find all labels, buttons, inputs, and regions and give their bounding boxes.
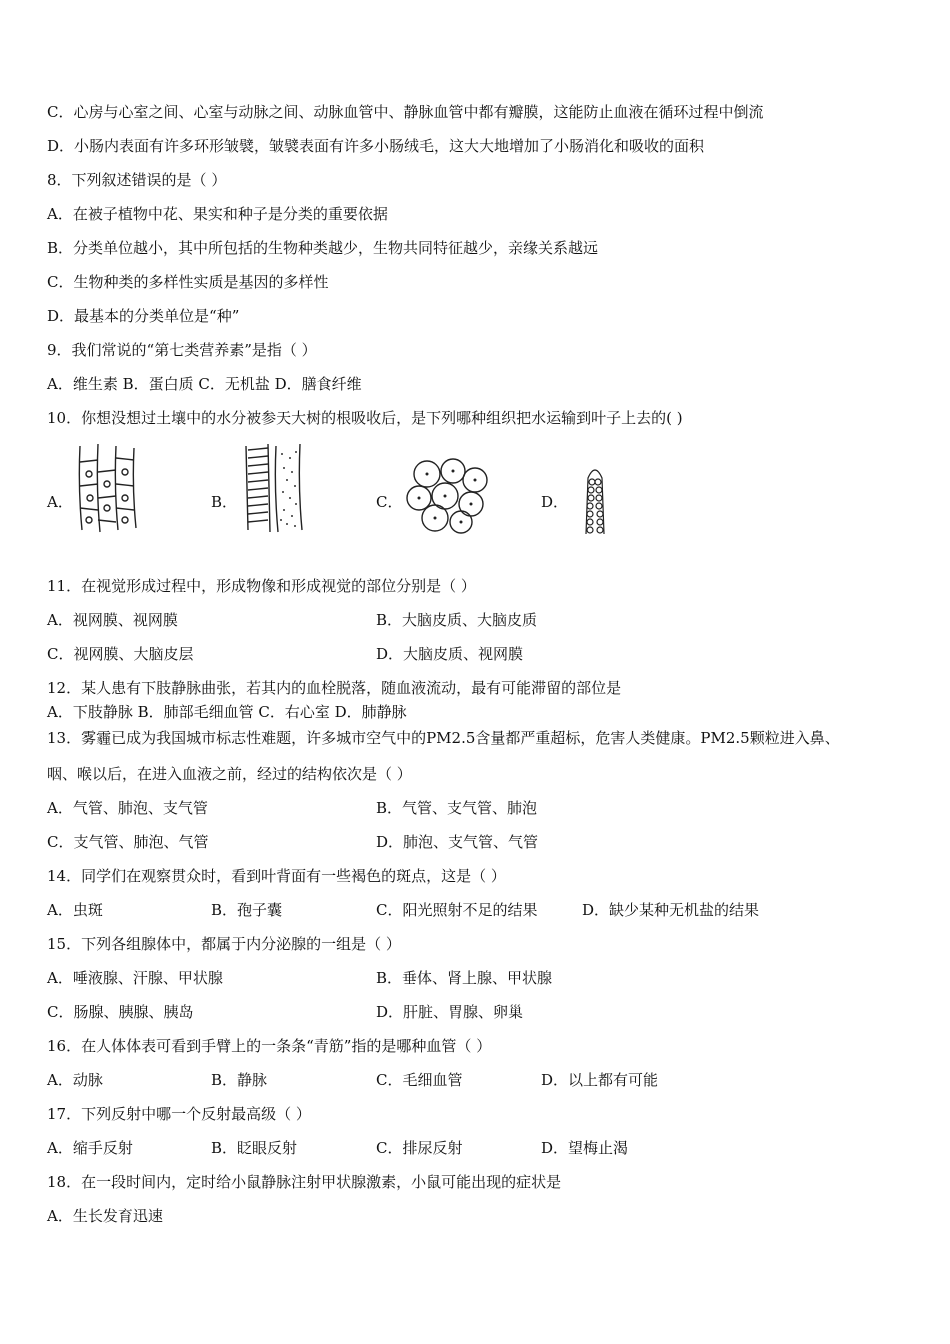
question-16-option-a: A．动脉 — [47, 1071, 103, 1089]
question-11-stem: 11．在视觉形成过程中，形成物像和形成视觉的部位分别是（ ） — [47, 577, 476, 595]
question-17-option-d: D．望梅止渴 — [541, 1139, 629, 1157]
round-cells-figure-c — [405, 458, 491, 534]
question-18-stem: 18．在一段时间内，定时给小鼠静脉注射甲状腺激素，小鼠可能出现的症状是 — [47, 1173, 562, 1191]
question-18-option-a: A．生长发育迅速 — [47, 1207, 163, 1225]
plant-cell-figure-a — [76, 442, 140, 534]
question-13-option-a: A．气管、肺泡、支气管 — [47, 799, 208, 817]
question-11-option-c: C．视网膜、大脑皮层 — [47, 645, 194, 663]
question-15-option-b: B．垂体、肾上腺、甲状腺 — [376, 969, 553, 987]
question-10-option-b-label: B． — [211, 493, 238, 511]
question-14-option-c: C．阳光照射不足的结果 — [376, 901, 538, 919]
question-17-option-c: C．排尿反射 — [376, 1139, 463, 1157]
question-8-option-d: D．最基本的分类单位是“种” — [47, 307, 240, 325]
question-7-option-d: D．小肠内表面有许多环形皱襞，皱襞表面有许多小肠绒毛，这大大地增加了小肠消化和吸收的面积 — [47, 137, 705, 155]
question-13-option-b: B．气管、支气管、肺泡 — [376, 799, 538, 817]
tip-cells-figure-d — [580, 460, 610, 536]
question-7-option-c: C．心房与心室之间、心室与动脉之间、动脉血管中、静脉血管中都有瓣膜，这能防止血液在循环过程中倒流 — [47, 103, 764, 121]
question-17-option-a: A．缩手反射 — [47, 1139, 133, 1157]
question-14-option-a: A．虫斑 — [47, 901, 103, 919]
question-8-option-c: C．生物种类的多样性实质是基因的多样性 — [47, 273, 329, 291]
question-14-option-b: B．孢子囊 — [211, 901, 283, 919]
question-17-option-b: B．眨眼反射 — [211, 1139, 298, 1157]
question-11-option-d: D．大脑皮质、视网膜 — [376, 645, 524, 663]
question-16-stem: 16．在人体体表可看到手臂上的一条条“青筋”指的是哪种血管（ ） — [47, 1037, 492, 1055]
question-15-option-d: D．肝脏、胃腺、卵巢 — [376, 1003, 524, 1021]
question-8-option-b: B．分类单位越小，其中所包括的生物种类越少，生物共同特征越少，亲缘关系越远 — [47, 239, 599, 257]
question-9-options: A．维生素 B．蛋白质 C．无机盐 D．膳食纤维 — [47, 375, 362, 393]
question-12-options: A．下肢静脉 B．肺部毛细血管 C．右心室 D．肺静脉 — [47, 703, 407, 721]
question-15-option-a: A．唾液腺、汗腺、甲状腺 — [47, 969, 223, 987]
question-10-option-c-label: C． — [376, 493, 403, 511]
question-10-option-d-label: D． — [541, 493, 569, 511]
question-12-stem: 12．某人患有下肢静脉曲张，若其内的血栓脱落，随血液流动，最有可能滞留的部位是 — [47, 679, 622, 697]
question-15-option-c: C．肠腺、胰腺、胰岛 — [47, 1003, 194, 1021]
vessel-figure-b — [240, 442, 306, 534]
question-17-stem: 17．下列反射中哪一个反射最高级（ ） — [47, 1105, 311, 1123]
question-13-stem-line-2: 咽、喉以后，在进入血液之前，经过的结构依次是（ ） — [47, 765, 412, 783]
question-16-option-d: D．以上都有可能 — [541, 1071, 659, 1089]
question-13-stem-line-1: 13．雾霾已成为我国城市标志性难题，许多城市空气中的PM2.5含量都严重超标，危害人类健康。PM2.5颗粒进入鼻、 — [47, 729, 840, 747]
question-13-option-c: C．支气管、肺泡、气管 — [47, 833, 209, 851]
question-11-option-a: A．视网膜、视网膜 — [47, 611, 178, 629]
question-14-stem: 14．同学们在观察贯众时，看到叶背面有一些褐色的斑点，这是（ ） — [47, 867, 506, 885]
question-8-stem: 8．下列叙述错误的是（ ） — [47, 171, 227, 189]
question-16-option-c: C．毛细血管 — [376, 1071, 463, 1089]
question-14-option-d: D．缺少某种无机盐的结果 — [582, 901, 760, 919]
question-11-option-b: B．大脑皮质、大脑皮质 — [376, 611, 538, 629]
question-10-stem: 10．你想没想过土壤中的水分被参天大树的根吸收后，是下列哪种组织把水运输到叶子上去的( ) — [47, 409, 683, 427]
question-16-option-b: B．静脉 — [211, 1071, 268, 1089]
question-10-option-a-label: A． — [47, 493, 73, 511]
question-15-stem: 15．下列各组腺体中，都属于内分泌腺的一组是（ ） — [47, 935, 401, 953]
question-9-stem: 9．我们常说的“第七类营养素”是指（ ） — [47, 341, 317, 359]
question-13-option-d: D．肺泡、支气管、气管 — [376, 833, 539, 851]
question-8-option-a: A．在被子植物中花、果实和种子是分类的重要依据 — [47, 205, 388, 223]
